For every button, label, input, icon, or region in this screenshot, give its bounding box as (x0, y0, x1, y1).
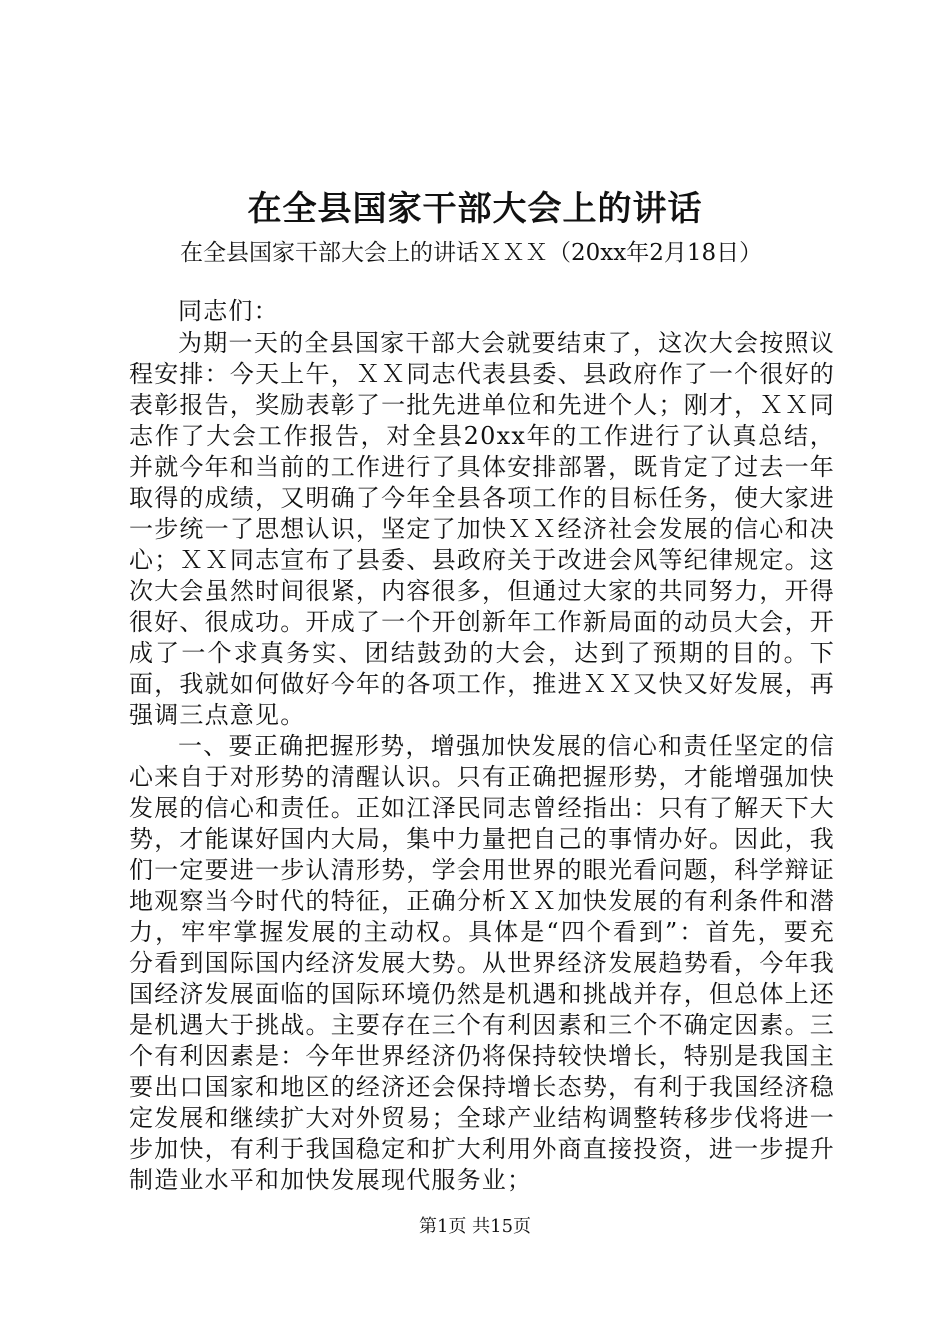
document-subtitle: 在全县国家干部大会上的讲话ＸＸＸ（20xx年2月18日） (180, 240, 763, 266)
paragraph-2: 一、要正确把握形势，增强加快发展的信心和责任坚定的信心来自于对形势的清醒认识。只有正确把握形势，才能增强加快发展的信心和责任。正如江泽民同志曾经指出：只有了解天下大势，才能谋好国内大局，集中力量把自己的事情办好。因此，我们一定要进一步认清形势，学会用世界的眼光看问题，科学辩证地观察当今时代的特征，正确分析ＸＸ加快发展的有利条件和潜力，牢牢掌握发展的主动权。具体是“四个看到”：首先，要充分看到国际国内经济发展大势。从世界经济发展趋势看，今年我国经济发展面临的国际环境仍然是机遇和挑战并存，但总体上还是机遇大于挑战。主要存在三个有利因素和三个不确定因素。三个有利因素是：今年世界经济仍将保持较快增长，特别是我国主要出口国家和地区的经济还会保持增长态势，有利于我国经济稳定发展和继续扩大对外贸易；全球产业结构调整转移步伐将进一步加快，有利于我国稳定和扩大利用外商直接投资，进一步提升制造业水平和加快发展现代服务业； (129, 732, 835, 1194)
document-body (129, 296, 835, 1196)
document-title: 在全县国家干部大会上的讲话 (247, 189, 703, 229)
paragraph-1: 为期一天的全县国家干部大会就要结束了，这次大会按照议程安排：今天上午，ＸＸ同志代表县委、县政府作了一个很好的表彰报告，奖励表彰了一批先进单位和先进个人；刚才，ＸＸ同志作了大会工作报告，对全县20xx年的工作进行了认真总结，并就今年和当前的工作进行了具体安排部署，既肯定了过去一年取得的成绩，又明确了今年全县各项工作的目标任务，使大家进一步统一了思想认识，坚定了加快ＸＸ经济社会发展的信心和决心；ＸＸ同志宣布了县委、县政府关于改进会风等纪律规定。这次大会虽然时间很紧，内容很多，但通过大家的共同努力，开得很好、很成功。开成了一个开创新年工作新局面的动员大会，开成了一个求真务实、团结鼓劲的大会，达到了预期的目的。下面，我就如何做好今年的各项工作，推进ＸＸ又快又好发展，再强调三点意见。 (129, 329, 835, 729)
salutation: 同志们： (178, 297, 279, 325)
page-footer: 第1页 共15页 (418, 1216, 532, 1237)
